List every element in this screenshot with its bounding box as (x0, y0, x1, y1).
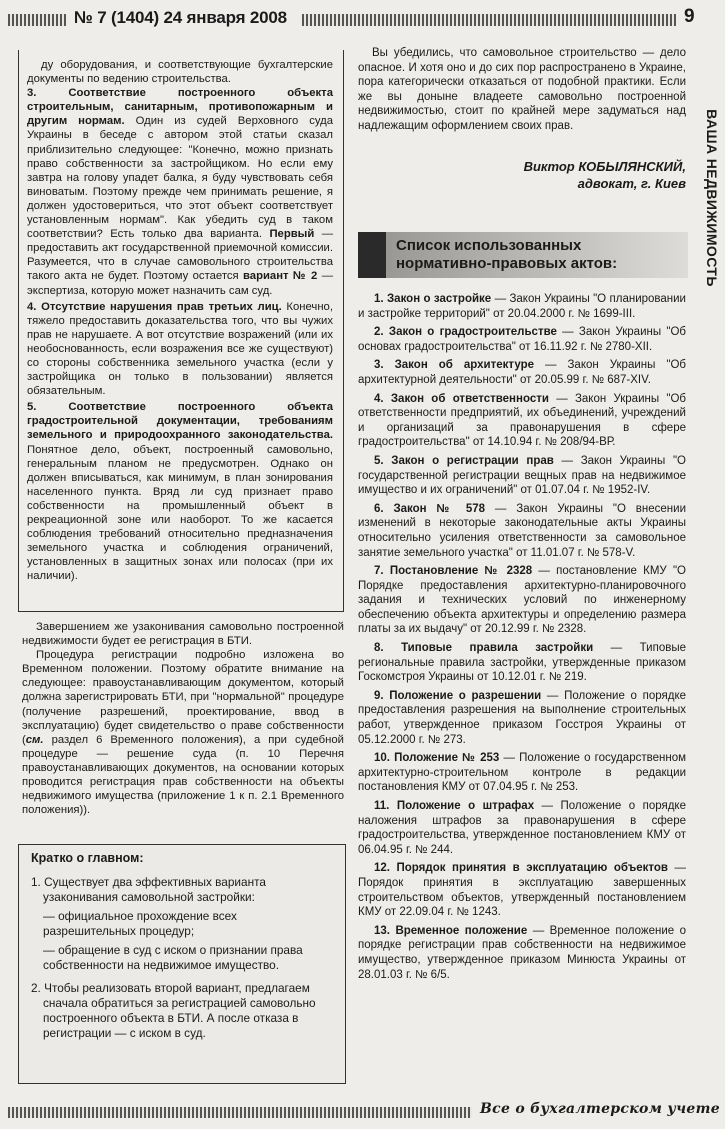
law-short-name: 9. Положение о разрешении (374, 689, 542, 702)
paragraph-continuation: ду оборудования, и соответствующие бухгалтерские документы по ведению строительства. (27, 59, 333, 86)
left-column-body (22, 620, 344, 817)
law-short-name: 11. Положение о штрафах (374, 800, 535, 812)
law-list-item (358, 502, 686, 560)
author-signature (380, 158, 686, 192)
requirement-3-text-c: — предоставить акт государственной приемочной комиссии. Разумеется, что в случае самовольного строительства такого акта не будет. Поэтому остается (27, 228, 333, 283)
law-list-item (358, 751, 686, 795)
requirement-5-head: 5. Соответствие построенного объекта градостроительной документации, требованиям земельного и природоохранного законодательства. (27, 401, 333, 442)
law-short-name: 5. Закон о регистрации прав (374, 454, 554, 467)
law-short-name: 6. Закон № 578 (374, 502, 486, 515)
law-list (358, 292, 686, 986)
law-description: — Закон Украины "Об основах градостроительства" от 16.11.92 г. № 2780-XII. (358, 326, 686, 353)
requirement-3-head: 3. Соответствие построенного объекта строительным, санитарным, противопожарным и другим нормам. (27, 87, 333, 128)
law-description: — Закон Украины "О внесении изменений в некоторые законодательные акты Украины относительно усиления ответственности за самовольное занятие земельного участка" от 11.01.07 г. № 578-V. (358, 502, 687, 559)
law-description: — постановление КМУ "О Порядке предоставления архитектурно-планировочного задания и технических условий по инженерному обеспечению объекта архитектуры и определению размера платы за их выдачу" от 20.12.99 г. № 2328. (358, 565, 686, 636)
law-short-name: 12. Порядок принятия в эксплуатацию объектов (374, 862, 668, 875)
law-short-name: 7. Постановление № 2328 (374, 565, 533, 578)
law-list-item (358, 924, 686, 982)
conclusion-paragraph: Вы убедились, что самовольное строительство — дело опасное. И хотя оно и до сих пор распространено в Украине, пора категорически отказаться от подобной практики. Если же вы доныне владеете самовольно построенной недвижимостью, стоит по крайней мере задуматься над надлежащим оформлением своих прав. (358, 47, 686, 132)
summary-box (18, 844, 346, 1084)
law-list-item (358, 689, 686, 747)
requirement-3-variant: вариант № 2 (242, 270, 318, 283)
law-list-item (358, 392, 686, 450)
issue-info: № 7 (1404) 24 января 2008 (74, 8, 287, 27)
requirement-4 (27, 300, 333, 399)
summary-title: Кратко о главном: (31, 851, 144, 865)
law-list-item (358, 799, 686, 857)
summary-list (31, 875, 331, 1041)
law-short-name: 4. Закон об ответственности (374, 392, 549, 405)
law-description: — Закон Украины "Об ответственности предприятий, их объединений, учреждений и организаций за правонарушения в сфере градостроительства" от 14.10.94 г. № 208/94-ВР. (358, 392, 687, 449)
summary-item-2: 2. Чтобы реализовать второй вариант, предлагаем сначала обратиться за регистрацией самовольно построенного объекта в БТИ. А после отказа в регистрации — с иском в суд. (31, 981, 316, 1040)
law-list-item (358, 564, 686, 637)
header-stripe-left (8, 14, 66, 26)
author-role: адвокат, г. Киев (577, 176, 686, 191)
header-dark-bar (358, 232, 386, 278)
law-short-name: 3. Закон об архитектуре (374, 359, 534, 372)
body-paragraph-2-a: Процедура регистрации подробно изложена во Временном положении. Поэтому обратите внимание на следующее: правоустанавливающим документом, который должна зарегистрировать БТИ, при "нормальной" процедуре (получение разрешений, проектирование, ввод в эксплуатацию) будет свидетельство о праве собственности ( (22, 649, 344, 746)
author-name: Виктор КОБЫЛЯНСКИЙ, (523, 159, 686, 174)
requirement-3-text-a: Один из судей Верховного суда Украины в беседе с автором этой статьи сказал приблизительно следующее: "Конечно, можно признать право собственности за застройщиком. Но если ему завтра на голову упадет балка, я буду чувствовать себя виноватым. Поэтому прежде чем принимать решение, я должен удостовериться, что этот объект соответствует установленным нормам". Как убедить суд в таком соответствии? Есть только два варианта. (27, 115, 333, 241)
body-paragraph-2-c: раздел 6 Временного положения), а при судебной процедуре — решение суда (п. 10 Перечня правоустанавливающих документов, на основании которых проводится регистрация прав собственности на объекты недвижимого имущества (приложение 1 к п. 2.1 Временного положения)). (22, 733, 344, 817)
law-list-header (358, 232, 688, 278)
law-short-name: 10. Положение № 253 (374, 752, 500, 765)
footer-title: Все о бухгалтерском учете (480, 1101, 720, 1117)
requirement-3-text-e: — экспертиза, которую может назначить сам суд. (27, 270, 333, 297)
requirement-3 (27, 86, 333, 297)
header-stripe-right (302, 14, 676, 26)
right-column-intro (358, 46, 686, 134)
left-column-box-text (27, 58, 333, 583)
law-description: — Закон Украины "Об архитектурной деятельности" от 20.05.99 г. № 687-XIV. (358, 359, 686, 386)
law-short-name: 1. Закон о застройке (374, 293, 492, 305)
section-label-text: ВАША НЕДВИЖИМОСТЬ (704, 109, 720, 287)
law-list-item (358, 358, 686, 387)
requirement-4-text: Конечно, тяжело предоставить доказательства того, что вы чужих прав не нарушаете. А вот отсутствие возражений (или их необоснованность, если возражения все же существуют) со стороны собственника земельного участка (если у застройщика он только в пользовании) является обязательным. (27, 300, 333, 398)
body-paragraph-2 (22, 648, 344, 817)
law-list-item (358, 641, 686, 685)
footer-stripe (8, 1107, 472, 1118)
law-list-item (358, 292, 686, 321)
law-description: — Положение о государственном архитектурно-строительном контроле в редакции постановления КМУ от 07.04.95 г. № 253. (358, 752, 686, 794)
requirement-5 (27, 400, 333, 583)
law-description: — Закон Украины "О государственной регистрации вещных прав на недвижимое имущество и их ограничений" от 01.07.04 г. № 1952-IV. (358, 454, 686, 497)
body-paragraph-1: Завершением же узаконивания самовольно построенной недвижимости будет ее регистрация в БТИ. (22, 621, 344, 648)
requirement-4-head: 4. Отсутствие нарушения прав третьих лиц. (27, 300, 282, 313)
law-list-title: Список использованных нормативно-правовых актов: (396, 237, 618, 272)
body-paragraph-2-see: см. (25, 733, 44, 746)
law-short-name: 13. Временное положение (374, 924, 528, 937)
law-description: — Положение о порядке предоставления разрешения на выполнение строительных работ, утвержденное приказом Госстроя Украины от 05.12.2000 г. № 273. (358, 689, 686, 746)
law-list-item (358, 325, 686, 354)
law-short-name: 8. Типовые правила застройки (374, 642, 594, 655)
page-number: 9 (684, 6, 695, 27)
law-description: — Временное положение о порядке регистрации прав собственности на недвижимое имущество, утвержденное приказом Минюста Украины от 28.01.03 г. № 6/5. (358, 924, 686, 981)
summary-dash-1: — официальное прохождение всех разрешительных процедур; (43, 909, 237, 938)
summary-item-1: 1. Существует два эффективных варианта узаконивания самовольной застройки: (31, 875, 266, 904)
requirement-5-text: Понятное дело, объект, построенный самовольно, генеральным планом не предусмотрен. Однако он должен вписываться, как минимум, в план зонирования населенного пункта. Вряд ли суд признает право собственности на промышленный объект в рекреационной зоне или наоборот. То же касается соблюдения требований относительно предназначения земельного участка и соблюдения ограничений, установленных в защитных зонах или полосах (при их наличии). (27, 443, 333, 583)
law-list-item (358, 861, 686, 919)
law-list-item (358, 454, 686, 498)
law-description: — Закон Украины "О планировании и застройке территорий" от 20.04.2000 г. № 1699-III. (358, 293, 686, 320)
law-short-name: 2. Закон о градостроительстве (374, 326, 557, 339)
law-description: — Порядок принятия в эксплуатацию завершенных строительством объектов, утвержденный постановлением КМУ от 22.09.04 г. № 1243. (358, 862, 686, 919)
summary-dash-2: — обращение в суд с иском о признании права собственности на недвижимое имущество. (43, 943, 303, 972)
section-label (700, 72, 722, 332)
law-description: — Положение о порядке наложения штрафов за правонарушения в сфере градостроительства, утвержденное постановлением КМУ от 06.04.95 г. № 244. (358, 800, 686, 856)
requirement-3-first: Первый (269, 228, 315, 241)
page-header (0, 6, 725, 36)
law-description: — Типовые региональные правила застройки, утвержденные приказом Госкомстроя Украины от 10.12.01 г. № 219. (358, 642, 686, 684)
